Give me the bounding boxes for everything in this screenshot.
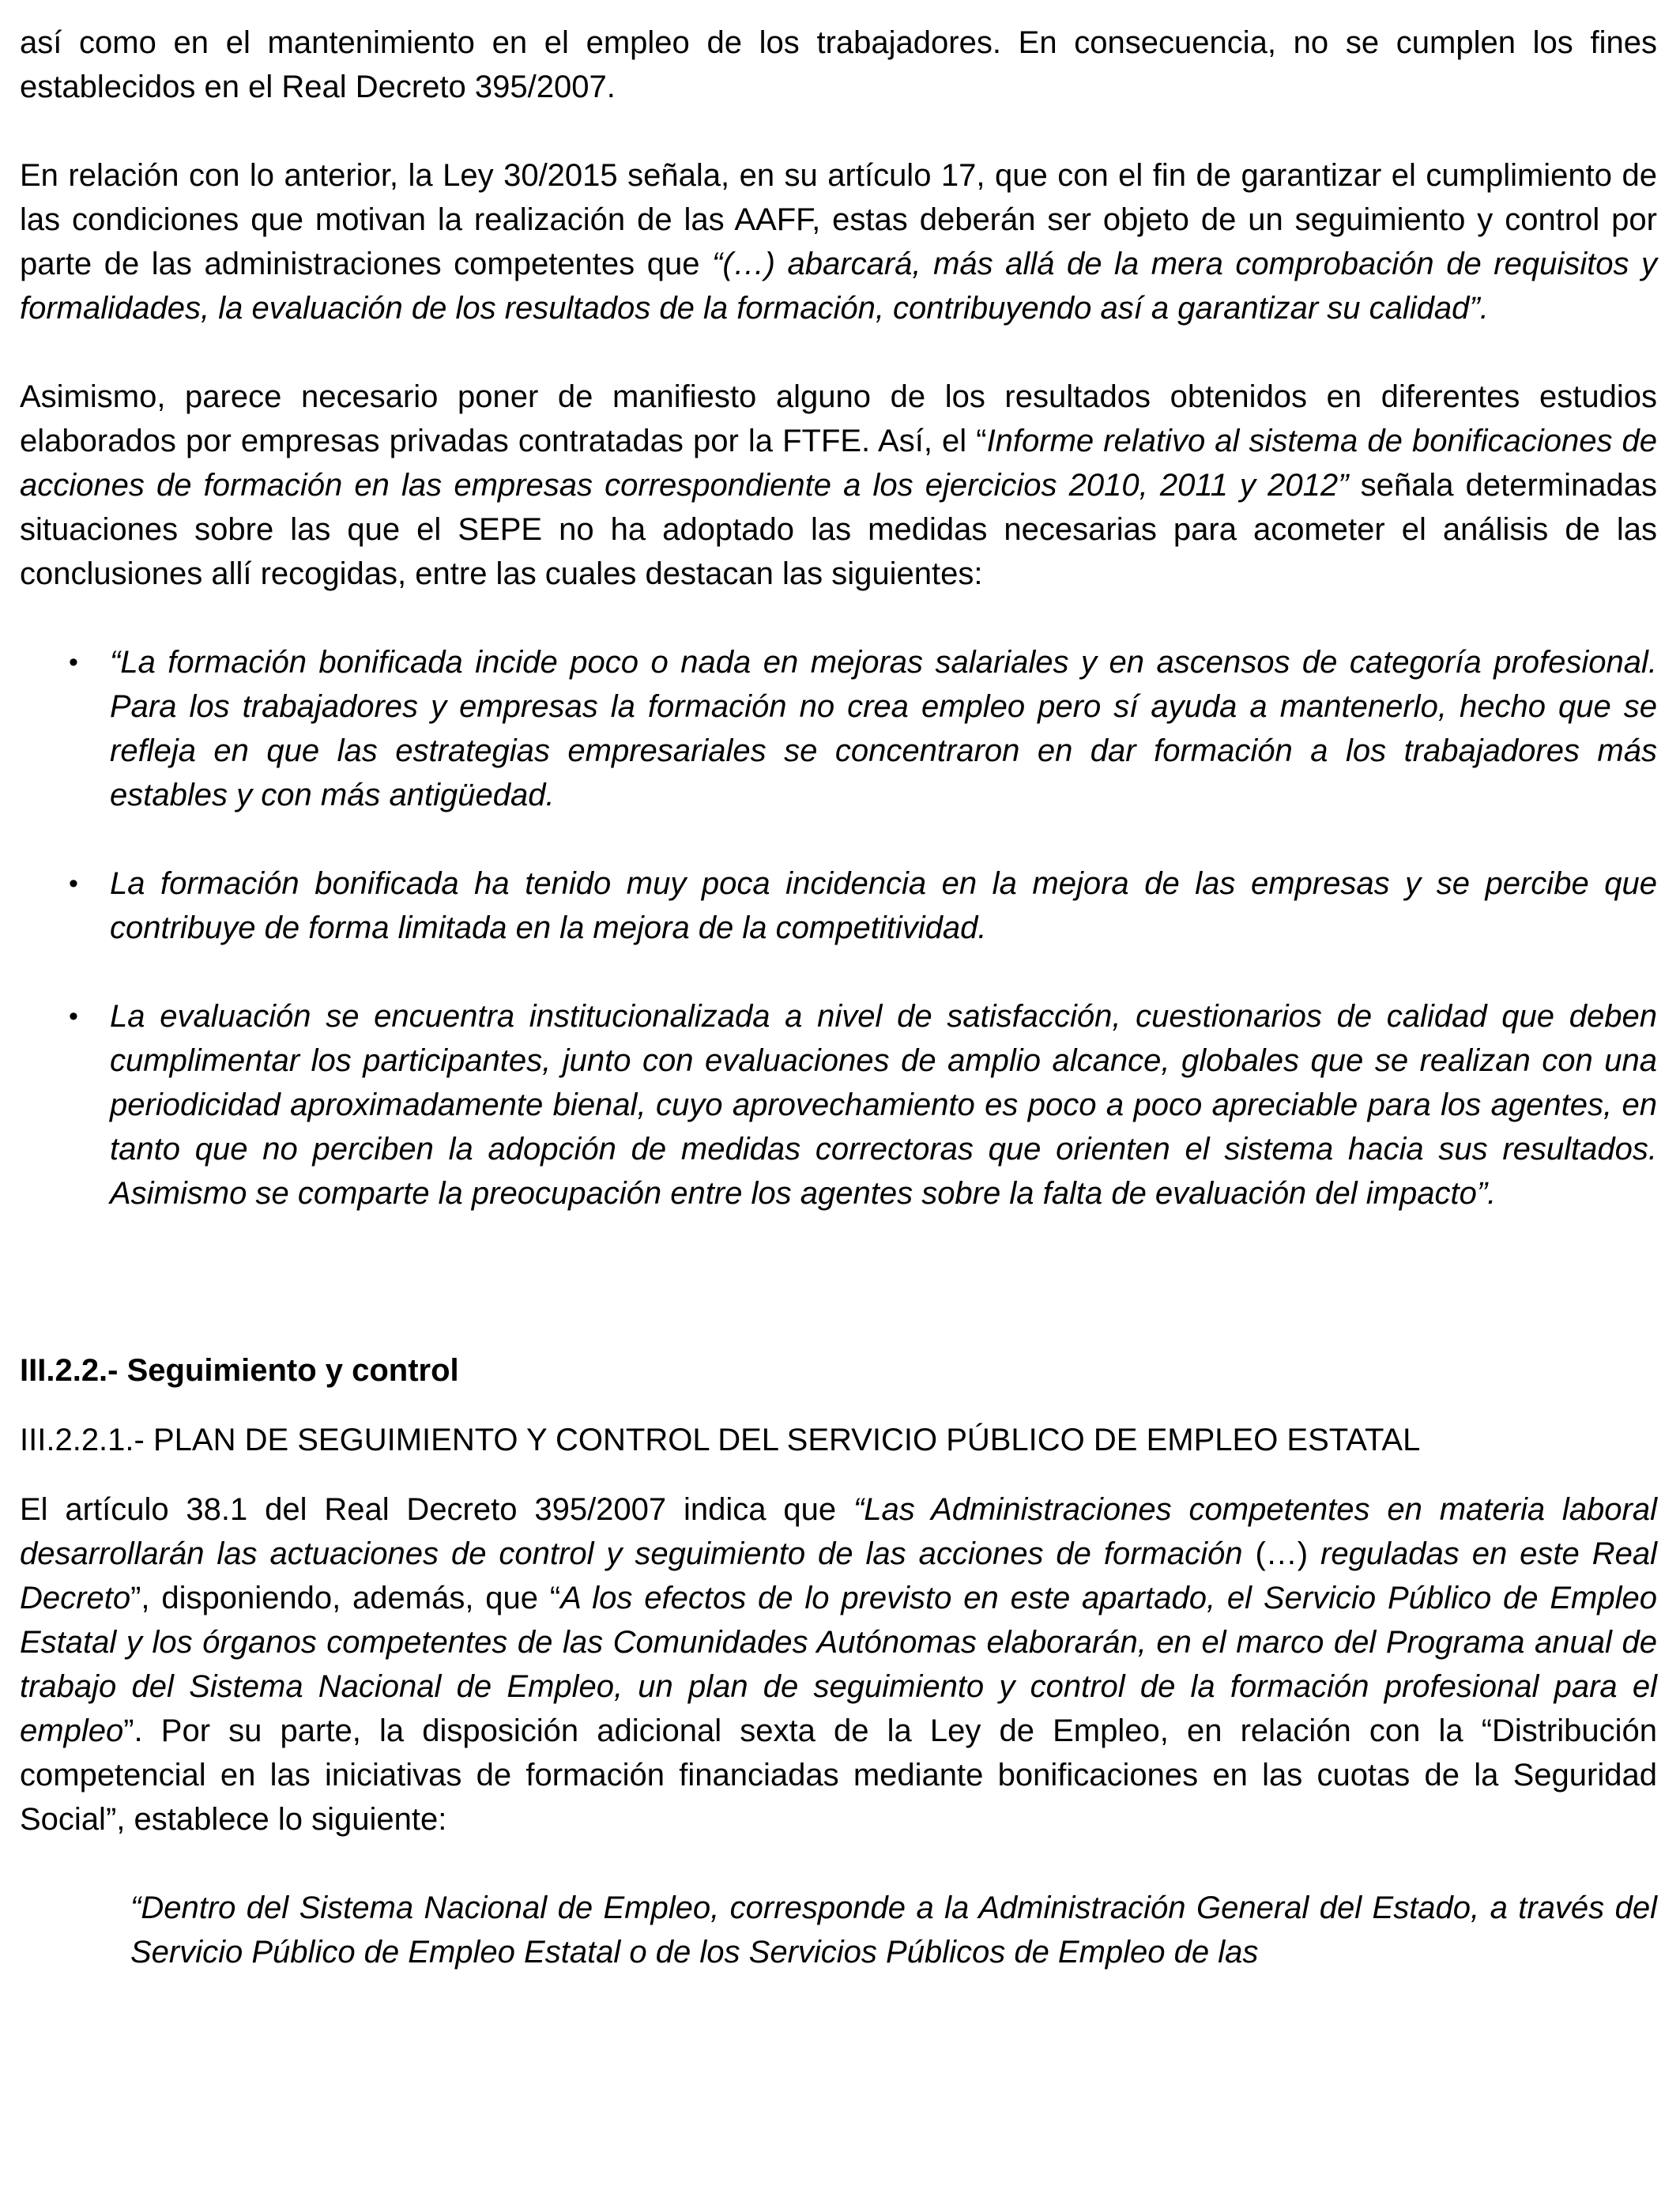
section-heading: III.2.2.- Seguimiento y control: [20, 1353, 459, 1388]
bullet-icon: •: [69, 1001, 78, 1031]
paragraph-4: [20, 1487, 1657, 1842]
paragraph-4-text-c: ”. Por su parte, la disposición adicional sexta de la Ley de Empleo, en relación con la “Distribución competencial en las iniciativas de formación financiadas mediante bonificaciones en las cuotas de la Seguridad Social”, establece lo siguiente:: [20, 1713, 1657, 1837]
paragraph-3-text-end: señala determinadas situaciones sobre las que el SEPE no ha adoptado las medidas necesarias para acometer el análisis de las conclusiones allí recogidas, entre las cuales destacan las siguientes:: [20, 468, 1657, 591]
paragraph-1-text: así como en el mantenimiento en el empleo de los trabajadores. En consecuencia, no se cumplen los fines establecidos en el Real Decreto 395/2007.: [20, 25, 1657, 104]
paragraph-1: [20, 21, 1657, 109]
paragraph-4-ellipsis: (…): [1242, 1536, 1321, 1571]
findings-list: [20, 640, 1657, 1216]
paragraph-4-quote-c: A los efectos de lo previsto en este apartado, el Servicio Público de Empleo Estatal y los órganos competentes de las Comunidades Autónomas elaborarán, en el marco del Programa anual de trabajo del Sistema Nacional de Empleo, un plan de seguimiento y control de la formación profesional para el empleo: [20, 1581, 1658, 1748]
list-item: [20, 640, 1657, 817]
bullet-icon: •: [69, 647, 78, 677]
document-page: [20, 21, 1657, 1974]
paragraph-3-text-start: Asimismo, parece necesario poner de manifiesto alguno de los resultados obtenidos en diferentes estudios elaborados por empresas privadas contratadas por la FTFE. Así, el “: [20, 379, 1657, 458]
list-item: [20, 861, 1657, 950]
list-item-text: La evaluación se encuentra institucionalizada a nivel de satisfacción, cuestionarios de calidad que deben cumplimentar los participantes, junto con evaluaciones de amplio alcance, globales que se realizan con una periodicidad aproximadamente bienal, cuyo aprovechamiento es poco a poco apreciable para los agentes, en tanto que no perciben la adopción de medidas correctoras que orienten el sistema hacia sus resultados. Asimismo se comparte la preocupación entre los agentes sobre la falta de evaluación del impacto”.: [110, 999, 1657, 1211]
paragraph-2-quote: “(…) abarcará, más allá de la mera comprobación de requisitos y formalidades, la evaluación de los resultados de la formación, contribuyendo así a garantizar su calidad”.: [20, 247, 1658, 326]
list-item-text: “La formación bonificada incide poco o nada en mejoras salariales y en ascensos de categoría profesional. Para los trabajadores y empresas la formación no crea empleo pero sí ayuda a mantenerlo, hecho que se refleja en que las estrategias empresariales se concentraron en dar formación a los trabajadores más estables y con más antigüedad.: [110, 645, 1657, 812]
paragraph-4-text-a: El artículo 38.1 del Real Decreto 395/2007 indica que: [20, 1492, 853, 1527]
list-item-text: La formación bonificada ha tenido muy poca incidencia en la mejora de las empresas y se percibe que contribuye de forma limitada en la mejora de la competitividad.: [110, 866, 1657, 945]
paragraph-4-quote-a: “Las Administraciones competentes en materia laboral desarrollarán las actuaciones de control y seguimiento de las acciones de formación: [20, 1492, 1658, 1571]
legal-quote: “Dentro del Sistema Nacional de Empleo, corresponde a la Administración General del Estado, a través del Servicio Público de Empleo Estatal o de los Servicios Públicos de Empleo de las: [130, 1891, 1657, 1970]
paragraph-2: [20, 153, 1657, 330]
paragraph-3-report-title: Informe relativo al sistema de bonificaciones de acciones de formación en las empresas correspondiente a los ejercicios 2010, 2011 y 2012”: [20, 424, 1658, 503]
list-item: [20, 994, 1657, 1216]
paragraph-2-text: En relación con lo anterior, la Ley 30/2015 señala, en su artículo 17, que con el fin de garantizar el cumplimiento de las condiciones que motivan la realización de las AAFF, estas deberán ser objeto de un seguimiento y control por parte de las administraciones competentes que: [20, 158, 1657, 281]
section-subheading: III.2.2.1.- PLAN DE SEGUIMIENTO Y CONTROL DEL SERVICIO PÚBLICO DE EMPLEO ESTATAL: [20, 1423, 1421, 1457]
paragraph-4-quote-b: reguladas en este Real Decreto: [20, 1536, 1657, 1615]
bullet-icon: •: [69, 869, 78, 899]
paragraph-3: [20, 375, 1657, 596]
paragraph-4-text-b: ”, disponiendo, además, que “: [130, 1581, 561, 1615]
